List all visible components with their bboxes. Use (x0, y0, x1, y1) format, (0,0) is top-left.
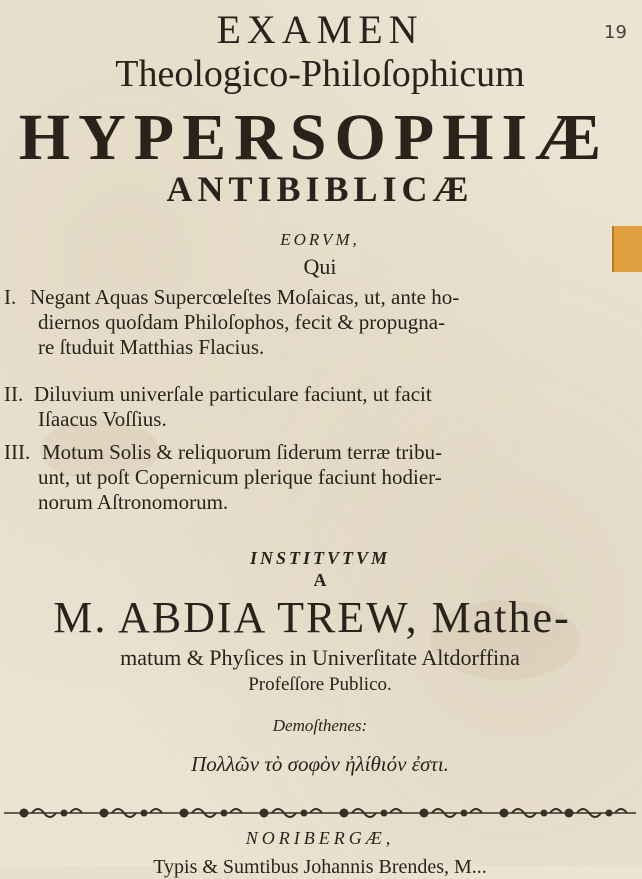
item-line: norum Aſtronomorum. (38, 490, 229, 514)
item-line: Negant Aquas Supercœleſtes Moſaicas, ut, ante ho- (30, 285, 460, 309)
author-title: Profeſſore Publico. (248, 674, 392, 695)
item-line: Motum Solis & reliquorum ſiderum terræ tribu- (42, 440, 443, 464)
author-affiliation: matum & Phyſices in Univerſitate Altdorffina (120, 645, 520, 670)
item-line: re ſtuduit Matthias Flacius. (38, 335, 265, 359)
imprint-cut-line (40, 854, 600, 878)
item-number: I. (4, 285, 17, 309)
imprint-printer: Typis & Sumtibus Johannis Brendes, M... (153, 856, 487, 878)
item-line: unt, ut poſt Copernicum plerique faciunt hodier- (38, 465, 442, 489)
item-line: diernos quoſdam Philoſophos, fecit & propugna- (38, 310, 446, 334)
title-theologico: Theologico-Philoſophicum (115, 53, 525, 95)
qui-label: Qui (303, 254, 337, 279)
item-number: II. (4, 382, 24, 406)
item-line: Diluvium univerſale particulare faciunt, ut facit (34, 382, 432, 406)
title-hypersophiae: HYPERSOPHIÆ (18, 101, 610, 174)
ornament-border (4, 804, 636, 822)
list-item (4, 285, 636, 360)
author-name: M. ABDIA TREW, Mathe- (53, 593, 571, 642)
imprint-city: NORIBERGÆ, (245, 828, 395, 848)
title-antibiblicae: ANTIBIBLICÆ (166, 169, 474, 209)
greek-quote: Πολλῶν τὸ σοφὸν ἠλίθιόν ἐστι. (191, 752, 449, 776)
list-item (4, 382, 636, 432)
eorum-label: EORVM, (280, 230, 360, 249)
institutum-label: INSTITVTVM (249, 548, 391, 568)
list-item (4, 440, 636, 515)
page-number: 19 (604, 22, 627, 43)
a-label: A (313, 570, 327, 590)
title-examen: EXAMEN (216, 7, 424, 52)
item-number: III. (4, 440, 31, 464)
quote-attribution: Demoſthenes: (272, 716, 368, 735)
item-line: Iſaacus Voſſius. (38, 407, 167, 431)
